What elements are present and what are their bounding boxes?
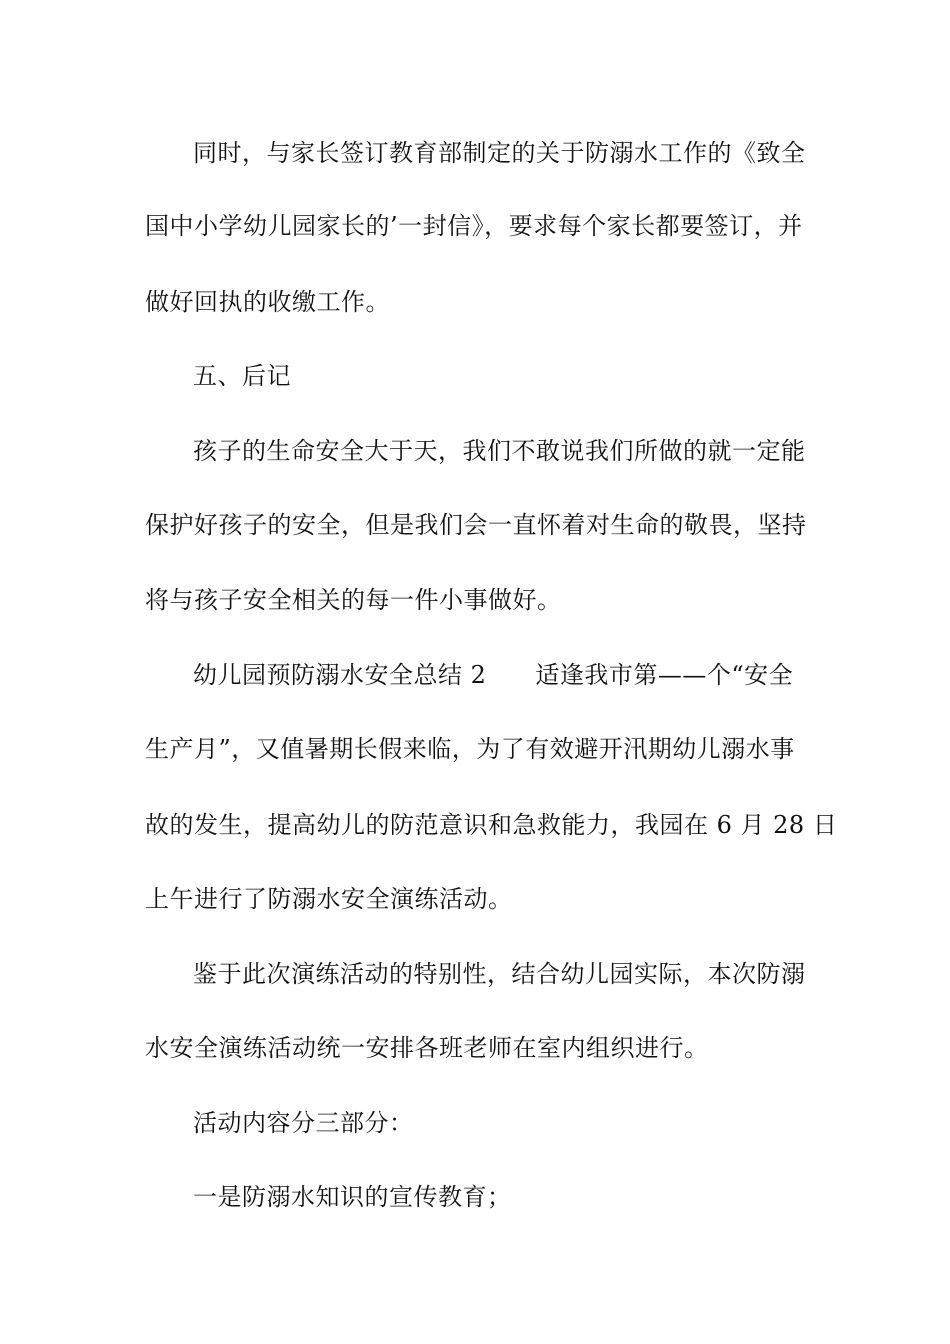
paragraph-line: 将与孩子安全相关的每一件小事做好。 <box>145 586 562 614</box>
section-heading: 五、后记 <box>193 362 291 390</box>
paragraph-line: 故的发生，提高幼儿的防范意识和急救能力，我园在 6 月 28 日 <box>145 811 838 839</box>
paragraph-line: 水安全演练活动统一安排各班老师在室内组织进行。 <box>145 1034 709 1062</box>
paragraph-line: 国中小学幼儿园家长的’一封信》，要求每个家长都要签订，并 <box>145 212 803 240</box>
paragraph-line: 鉴于此次演练活动的特别性，结合幼儿园实际，本次防溺 <box>193 960 806 988</box>
paragraph-line: 上午进行了防溺水安全演练活动。 <box>145 885 513 913</box>
paragraph-line: 同时，与家长签订教育部制定的关于防溺水工作的《致全 <box>193 139 806 167</box>
paragraph-line: 一是防溺水知识的宣传教育； <box>193 1183 512 1211</box>
paragraph-line: 幼儿园预防溺水安全总结 2 适逢我市第——个“安全 <box>193 661 794 689</box>
paragraph-line: 活动内容分三部分： <box>193 1109 414 1137</box>
paragraph-line: 保护好孩子的安全，但是我们会一直怀着对生命的敬畏，坚持 <box>145 511 807 539</box>
paragraph-line: 孩子的生命安全大于天，我们不敢说我们所做的就一定能 <box>193 437 806 465</box>
paragraph-line: 做好回执的收缴工作。 <box>145 288 390 316</box>
paragraph-line: 生产月”，又值暑期长假来临，为了有效避开汛期幼儿溺水事 <box>145 735 795 763</box>
